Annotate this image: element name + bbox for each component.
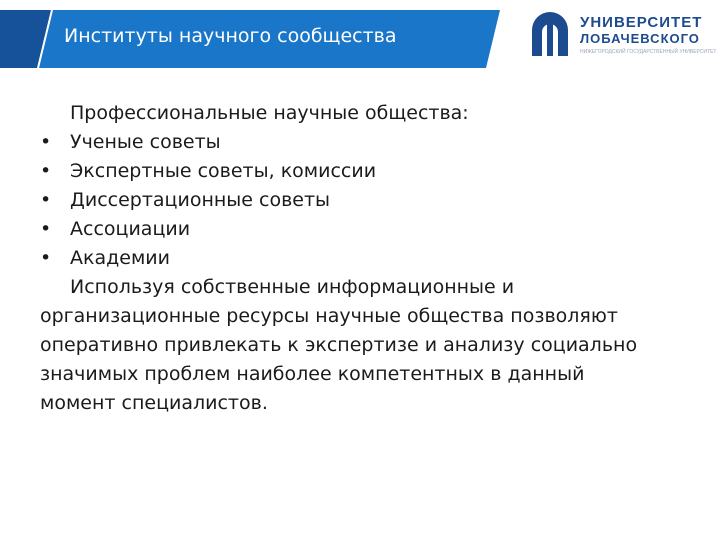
list-item	[40, 157, 700, 186]
slide-body	[40, 99, 700, 418]
body-paragraph	[40, 273, 700, 418]
logo-tagline: НИЖЕГОРОДСКИЙ ГОСУДАРСТВЕННЫЙ УНИВЕРСИТЕТ	[580, 49, 717, 55]
n-logo-icon	[526, 12, 574, 60]
bullet-marker: •	[40, 131, 52, 153]
list-item	[40, 186, 700, 215]
bullet-list	[40, 128, 700, 273]
intro-heading: Профессиональные научные общества:	[70, 102, 469, 124]
list-item	[40, 215, 700, 244]
bullet-marker: •	[40, 160, 52, 182]
university-logo	[526, 12, 717, 60]
list-item	[40, 244, 700, 273]
bullet-text: Ассоциации	[70, 218, 191, 240]
paragraph-line: оперативно привлекать к экспертизе и анализу социально	[40, 334, 638, 356]
bullet-text: Диссертационные советы	[70, 189, 331, 211]
logo-title-line1: УНИВЕРСИТЕТ	[580, 14, 703, 31]
paragraph-line: организационные ресурсы научные общества позволяют	[40, 305, 618, 327]
paragraph-line: момент специалистов.	[40, 392, 268, 414]
slide-title: Институты научного сообщества	[64, 25, 397, 47]
bullet-marker: •	[40, 247, 52, 269]
bullet-text: Экспертные советы, комиссии	[70, 160, 377, 182]
bullet-marker: •	[40, 218, 52, 240]
paragraph-line: значимых проблем наиболее компетентных в данный	[40, 363, 585, 385]
list-item	[40, 128, 700, 157]
paragraph-line: Используя собственные информационные и	[70, 276, 515, 298]
bullet-marker: •	[40, 189, 52, 211]
bullet-text: Академии	[70, 247, 170, 269]
logo-title-line2: ЛОБАЧЕВСКОГО	[580, 31, 700, 46]
bullet-text: Ученые советы	[70, 131, 221, 153]
